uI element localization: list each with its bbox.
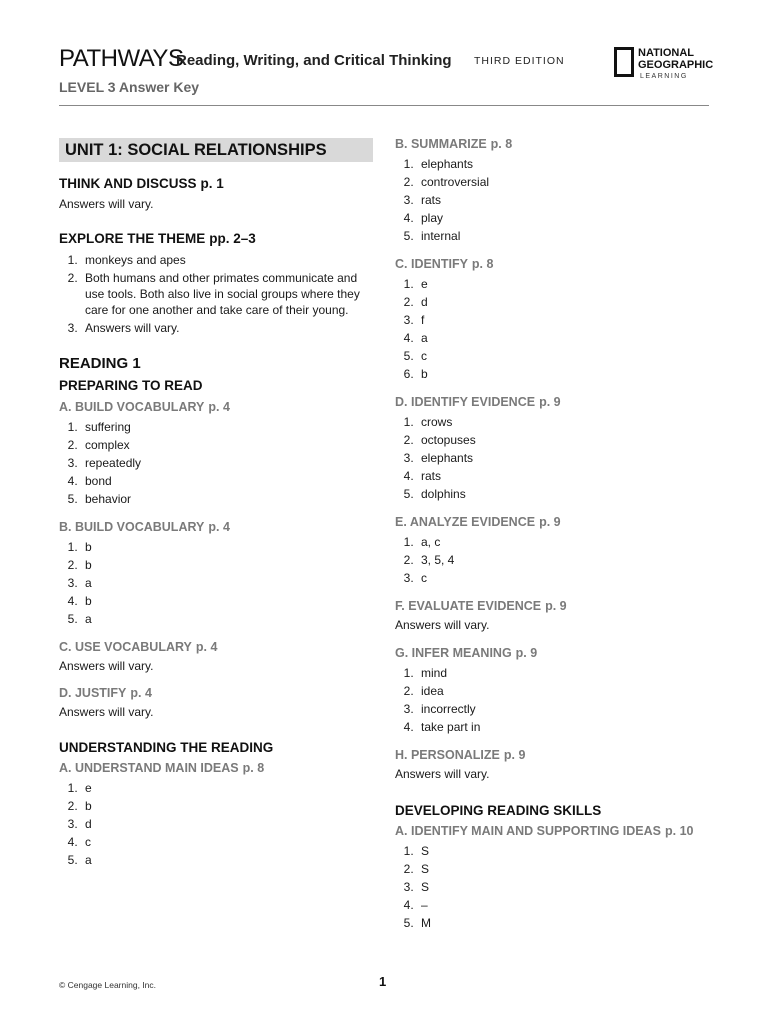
list-item: 1. suffering [81, 418, 373, 436]
copyright-notice: © Cengage Learning, Inc. [59, 980, 156, 990]
list-item: 1. monkeys and apes [81, 251, 373, 269]
build-vocab-b-list [59, 538, 373, 628]
list-item: 4. – [417, 896, 725, 914]
identify-evidence-d-heading: D. IDENTIFY EVIDENCE p. 9 [395, 395, 561, 409]
list-item: 3. c [417, 569, 725, 587]
personalize-h-heading: H. PERSONALIZE p. 9 [395, 748, 526, 762]
list-item: 4. rats [417, 467, 725, 485]
list-item: 2. idea [417, 682, 725, 700]
summarize-b-heading: B. SUMMARIZE p. 8 [395, 137, 513, 151]
infer-meaning-g-heading: G. INFER MEANING p. 9 [395, 646, 538, 660]
national-geographic-logo [614, 47, 714, 85]
main-supporting-a-heading: A. IDENTIFY MAIN AND SUPPORTING IDEAS p. 10 [395, 824, 694, 838]
personalize-h-answer: Answers will vary. [395, 767, 490, 781]
list-item: 5. internal [417, 227, 725, 245]
use-vocab-c-heading: C. USE VOCABULARY p. 4 [59, 640, 218, 654]
yellow-border-icon [614, 47, 634, 77]
main-ideas-a-heading: A. UNDERSTAND MAIN IDEAS p. 8 [59, 761, 265, 775]
list-item: 2. d [417, 293, 725, 311]
explore-theme-heading: EXPLORE THE THEME pp. 2–3 [59, 231, 256, 246]
list-item: 2. S [417, 860, 725, 878]
list-item: 3. rats [417, 191, 725, 209]
list-item: 2. octopuses [417, 431, 725, 449]
list-item: 5. dolphins [417, 485, 725, 503]
list-item: 3. S [417, 878, 725, 896]
list-item: 1. elephants [417, 155, 725, 173]
list-item: 1. e [417, 275, 725, 293]
identify-c-heading: C. IDENTIFY p. 8 [395, 257, 494, 271]
developing-skills-heading: DEVELOPING READING SKILLS [395, 803, 602, 818]
list-item: 3. a [81, 574, 373, 592]
infer-meaning-g-list [395, 664, 725, 736]
summarize-b-list [395, 155, 725, 245]
list-item: 2. b [81, 797, 373, 815]
list-item: 3. incorrectly [417, 700, 725, 718]
list-item: 3. Answers will vary. [81, 319, 373, 337]
book-subtitle: Reading, Writing, and Critical Thinking [176, 52, 452, 69]
list-item: 6. b [417, 365, 725, 383]
list-item: 1. mind [417, 664, 725, 682]
level-label: LEVEL 3 Answer Key [59, 79, 200, 95]
unit-title: UNIT 1: SOCIAL RELATIONSHIPS [65, 141, 327, 159]
analyze-evidence-e-heading: E. ANALYZE EVIDENCE p. 9 [395, 515, 561, 529]
list-item: 5. M [417, 914, 725, 932]
header-divider [59, 105, 709, 106]
build-vocab-a-list [59, 418, 373, 508]
list-item: 1. crows [417, 413, 725, 431]
reading-1-heading: READING 1 [59, 355, 141, 372]
justify-d-heading: D. JUSTIFY p. 4 [59, 686, 152, 700]
list-item: 1. e [81, 779, 373, 797]
list-item: 1. S [417, 842, 725, 860]
list-item: 4. a [417, 329, 725, 347]
list-item: 1. b [81, 538, 373, 556]
page-header [59, 40, 709, 106]
list-item: 2. b [81, 556, 373, 574]
left-column [59, 138, 373, 869]
list-item: 3. f [417, 311, 725, 329]
evaluate-evidence-f-answer: Answers will vary. [395, 618, 490, 632]
list-item: 3. elephants [417, 449, 725, 467]
justify-d-answer: Answers will vary. [59, 705, 154, 719]
brand-title: PATHWAYS [59, 45, 184, 72]
identify-evidence-d-list [395, 413, 725, 503]
explore-theme-list [59, 251, 373, 337]
page-number: 1 [379, 974, 387, 989]
list-item: 5. c [417, 347, 725, 365]
evaluate-evidence-f-heading: F. EVALUATE EVIDENCE p. 9 [395, 599, 567, 613]
list-item: 2. controversial [417, 173, 725, 191]
list-item: 4. take part in [417, 718, 725, 736]
think-discuss-answer: Answers will vary. [59, 197, 154, 211]
list-item: 4. b [81, 592, 373, 610]
list-item: 5. a [81, 610, 373, 628]
analyze-evidence-e-list [395, 533, 725, 587]
build-vocab-b-heading: B. BUILD VOCABULARY p. 4 [59, 520, 230, 534]
logo-line-2: GEOGRAPHIC [638, 59, 714, 71]
list-item: 5. a [81, 851, 373, 869]
list-item: 3. d [81, 815, 373, 833]
edition-label: THIRD EDITION [474, 55, 565, 67]
list-item: 5. behavior [81, 490, 373, 508]
list-item: 4. play [417, 209, 725, 227]
main-ideas-a-list [59, 779, 373, 869]
list-item: 2. 3, 5, 4 [417, 551, 725, 569]
understanding-heading: UNDERSTANDING THE READING [59, 740, 274, 755]
list-item: 4. c [81, 833, 373, 851]
preparing-heading: PREPARING TO READ [59, 378, 203, 393]
use-vocab-c-answer: Answers will vary. [59, 659, 154, 673]
list-item: 3. repeatedly [81, 454, 373, 472]
right-column [395, 137, 725, 932]
list-item: 4. bond [81, 472, 373, 490]
list-item: 2. Both humans and other primates communicate and use tools. Both also live in social groups where they care for one another and take care of their young. [81, 269, 373, 319]
logo-line-1: NATIONAL [638, 47, 695, 59]
main-supporting-a-list [395, 842, 725, 932]
list-item: 2. complex [81, 436, 373, 454]
logo-line-3: LEARNING [640, 73, 688, 80]
unit-title-bar [59, 138, 373, 162]
list-item: 1. a, c [417, 533, 725, 551]
identify-c-list [395, 275, 725, 383]
build-vocab-a-heading: A. BUILD VOCABULARY p. 4 [59, 400, 230, 414]
think-discuss-heading: THINK AND DISCUSS p. 1 [59, 176, 224, 191]
